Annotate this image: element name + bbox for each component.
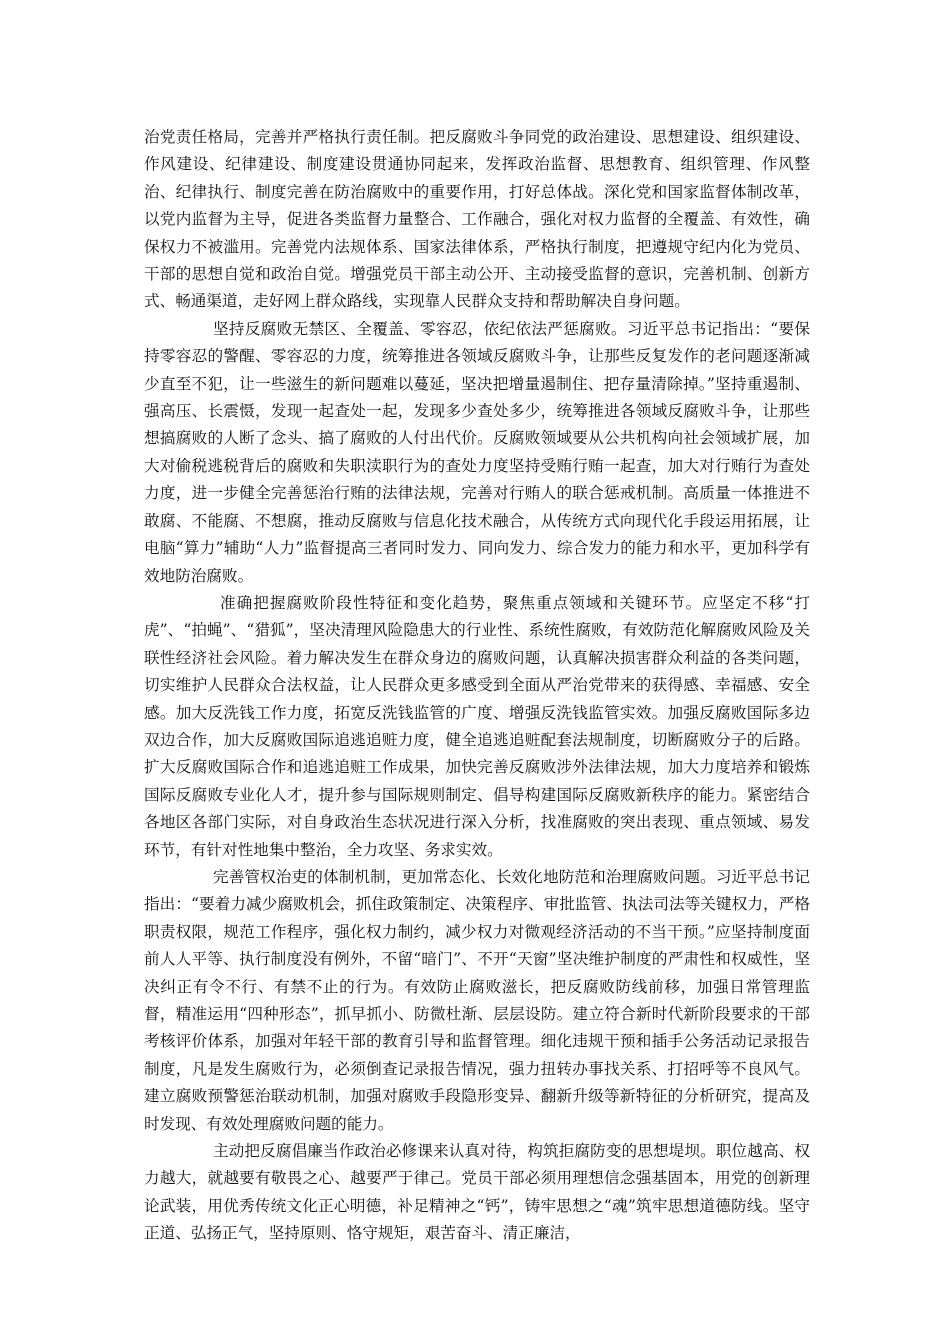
- paragraph-zero-tolerance: 坚持反腐败无禁区、全覆盖、零容忍，依纪依法严惩腐败。习近平总书记指出：“要保持零容忍的警醒、零容忍的力度，统筹推进各领域反腐败斗争，让那些反复发作的老问题逐渐减少直至不犯，让一些滋生的新问题难以蔓延，坚决把增量遏制住、把存量清除掉。”坚持重遏制、强高压、长震慑，发现一起查处一起，发现多少查处多少，统筹推进各领域反腐败斗争，让那些想搞腐败的人断了念头、搞了腐败的人付出代价。反腐败领域要从公共机构向社会领域扩展，加大对偷税逃税背后的腐败和失职渎职行为的查处力度坚持受贿行贿一起查，加大对行贿行为查处力度，进一步健全完善惩治行贿的法律法规，完善对行贿人的联合惩戒机制。高质量一体推进不敢腐、不能腐、不想腐，推动反腐败与信息化技术融合，从传统方式向现代化手段运用拓展，让电脑“算力”辅助“人力”监督提高三者同时发力、同向发力、综合发力的能力和水平，更加科学有效地防治腐败。: [144, 319, 810, 585]
- paragraph-continuation: 治党责任格局，完善并严格执行责任制。把反腐败斗争同党的政治建设、思想建设、组织建设、作风建设、纪律建设、制度建设贯通协同起来，发挥政治监督、思想教育、组织管理、作风整治、纪律执行、制度完善在防治腐败中的重要作用，打好总体战。深化党和国家监督体制改革，以党内监督为主导，促进各类监督力量整合、工作融合，强化对权力监督的全覆盖、有效性，确保权力不被滥用。完善党内法规体系、国家法律体系，严格执行制度，把遵规守纪内化为党员、干部的思想自觉和政治自觉。增强党员干部主动公开、主动接受监督的意识，完善机制、创新方式、畅通渠道，走好网上群众路线，实现靠人民群众支持和帮助解决自身问题。: [144, 128, 810, 311]
- paragraph-institutional-mechanisms: 完善管权治吏的体制机制，更加常态化、长效化地防范和治理腐败问题。习近平总书记指出：“要着力减少腐败机会，抓住政策制定、决策程序、审批监管、执法司法等关键权力，严格职责权限，规范工作程序，强化权力制约，减少权力对微观经济活动的不当干预。”应坚持制度面前人人平等、执行制度没有例外，不留“暗门”、不开“天窗”坚决维护制度的严肃性和权威性，坚决纠正有令不行、有禁不止的行为。有效防止腐败滋长，把反腐败防线前移，加强日常管理监督，精准运用“四种形态”，抓早抓小、防微杜渐、层层设防。建立符合新时代新阶段要求的干部考核评价体系，加强对年轻干部的教育引导和监督管理。细化违规干预和插手公务活动记录报告制度，凡是发生腐败行为，必须倒查记录报告情况，强力扭转办事找关系、打招呼等不良风气。建立腐败预警惩治联动机制，加强对腐败手段隐形变异、翻新升级等新特征的分析研究，提高及时发现、有效处理腐败问题的能力。: [144, 867, 810, 1133]
- paragraph-ideological-defense: 主动把反腐倡廉当作政治必修课来认真对待，构筑拒腐防变的思想堤坝。职位越高、权力越大，就越要有敬畏之心、越要严于律己。党员干部必须用理想信念强基固本，用党的创新理论武装，用优秀传统文化正心明德，补足精神之“钙”，铸牢思想之“魂”筑牢思想道德防线。坚守正道、弘扬正气，坚持原则、恪守规矩，艰苦奋斗、清正廉洁，: [144, 1142, 810, 1243]
- document-body: [144, 124, 810, 1248]
- paragraph-key-areas: 准确把握腐败阶段性特征和变化趋势，聚焦重点领域和关键环节。应坚定不移“打虎”、“拍蝇”、“猎狐”，坚决清理风险隐患大的行业性、系统性腐败，有效防范化解腐败风险及关联性经济社会风险。着力解决发生在群众身边的腐败问题，认真解决损害群众利益的各类问题，切实维护人民群众合法权益，让人民群众更多感受到全面从严治党带来的获得感、幸福感、安全感。加大反洗钱工作力度，拓宽反洗钱监管的广度、增强反洗钱监管实效。加强反腐败国际多边双边合作，加大反腐败国际追逃追赃力度，健全追逃追赃配套法规制度，切断腐败分子的后路。扩大反腐败国际合作和追逃追赃工作成果，加快完善反腐败涉外法律法规，加大力度培养和锻炼国际反腐败专业化人才，提升参与国际规则制定、倡导构建国际反腐败新秩序的能力。紧密结合各地区各部门实际，对自身政治生态状况进行深入分析，找准腐败的突出表现、重点领域、易发环节，有针对性地集中整治，全力攻坚、务求实效。: [144, 593, 810, 859]
